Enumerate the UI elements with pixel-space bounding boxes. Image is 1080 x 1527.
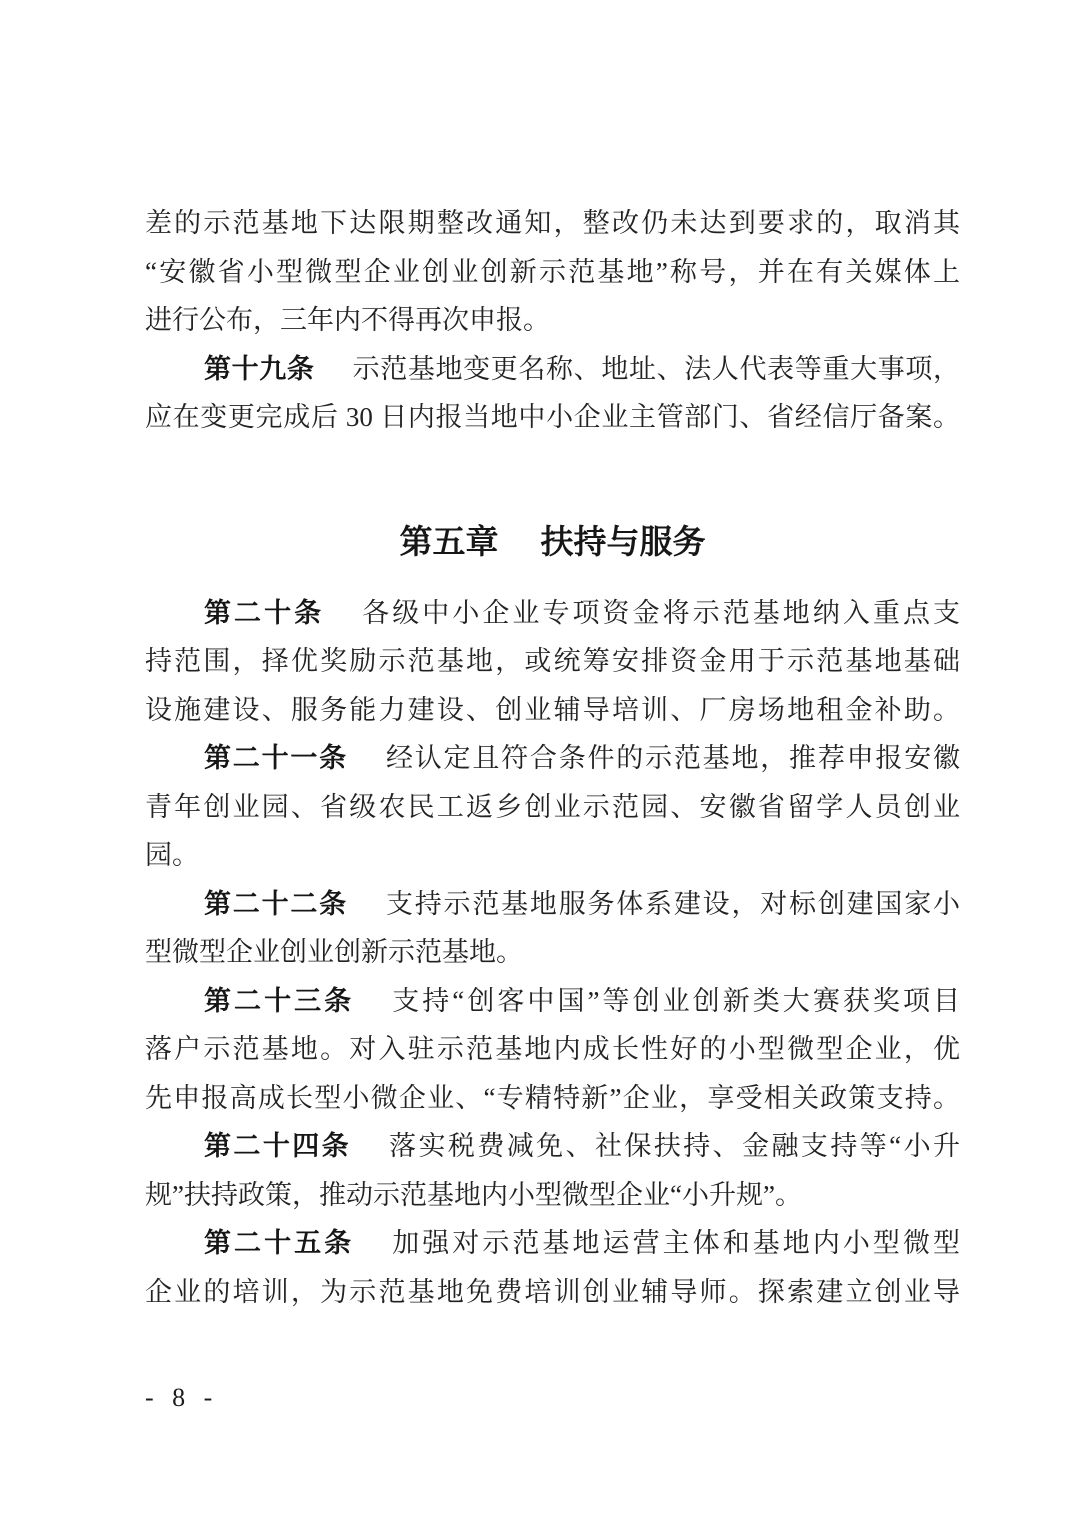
line-text: 规”扶持政策，推动示范基地内小型微型企业“小升规”。 (145, 1179, 802, 1210)
text-line (145, 831, 960, 880)
text-line (145, 296, 960, 345)
line-text: 各级中小企业专项资金将示范基地纳入重点支 (362, 597, 961, 628)
chapter-title: 扶持与服务 (540, 522, 706, 560)
line-text: 支持“创客中国”等创业创新类大赛获奖项目 (392, 985, 961, 1016)
line-text: 持范围，择优奖励示范基地，或统筹安排资金用于示范基地基础 (145, 646, 960, 676)
chapter-number: 第五章 (399, 522, 499, 560)
line-text: 园。 (145, 840, 199, 870)
text-line-article-21 (145, 734, 960, 783)
text-line (145, 1074, 960, 1123)
line-text: 示范基地变更名称、地址、法人代表等重大事项， (352, 353, 961, 384)
line-text: 青年创业园、省级农民工返乡创业示范园、安徽省留学人员创业 (145, 791, 960, 822)
line-text: 企业的培训，为示范基地免费培训创业辅导师。探索建立创业导 (145, 1276, 960, 1307)
article-label: 第二十条 (204, 597, 325, 628)
text-line (145, 928, 960, 977)
page-number: - 8 - (145, 1383, 219, 1412)
text-line-article-25 (145, 1219, 960, 1268)
line-text: 应在变更完成后 30 日内报当地中小企业主管部门、省经信厅备案。 (145, 402, 960, 432)
line-text: 落实税费减免、社保扶持、金融支持等“小升 (389, 1131, 961, 1161)
text-line (145, 393, 960, 442)
line-text: 支持示范基地服务体系建设，对标创建国家小 (385, 888, 961, 919)
article-label: 第二十四条 (204, 1131, 352, 1161)
line-text: “安徽省小型微型企业创业创新示范基地”称号，并在有关媒体上 (145, 256, 960, 287)
text-line (145, 1171, 960, 1220)
text-line-article-20 (145, 589, 960, 638)
line-text: 差的示范基地下达限期整改通知，整改仍未达到要求的，取消其 (145, 208, 960, 238)
text-line-article-22 (145, 880, 960, 929)
line-text: 加强对示范基地运营主体和基地内小型微型 (392, 1228, 961, 1258)
text-line (145, 1268, 960, 1317)
line-text: 经认定且符合条件的示范基地，推荐申报安徽 (385, 743, 961, 773)
line-text: 型微型企业创业创新示范基地。 (145, 937, 523, 967)
text-line (145, 783, 960, 832)
line-text: 落户示范基地。对入驻示范基地内成长性好的小型微型企业，优 (145, 1034, 960, 1064)
line-text: 先申报高成长型小微企业、“专精特新”企业，享受相关政策支持。 (145, 1082, 960, 1113)
article-label: 第二十二条 (204, 888, 348, 919)
text-line (145, 199, 960, 248)
text-line (145, 686, 960, 735)
text-line-article-19 (145, 345, 960, 394)
line-text: 进行公布，三年内不得再次申报。 (145, 305, 550, 335)
text-line (145, 637, 960, 686)
text-line (145, 1025, 960, 1074)
text-line-article-24 (145, 1122, 960, 1171)
line-text: 设施建设、服务能力建设、创业辅导培训、厂房场地租金补助。 (145, 694, 960, 725)
article-label: 第二十五条 (204, 1228, 355, 1258)
article-label: 第十九条 (204, 353, 315, 384)
text-line-article-23 (145, 977, 960, 1026)
article-label: 第二十一条 (204, 743, 348, 773)
text-line (145, 248, 960, 297)
article-label: 第二十三条 (204, 985, 355, 1016)
chapter-heading (145, 517, 960, 567)
